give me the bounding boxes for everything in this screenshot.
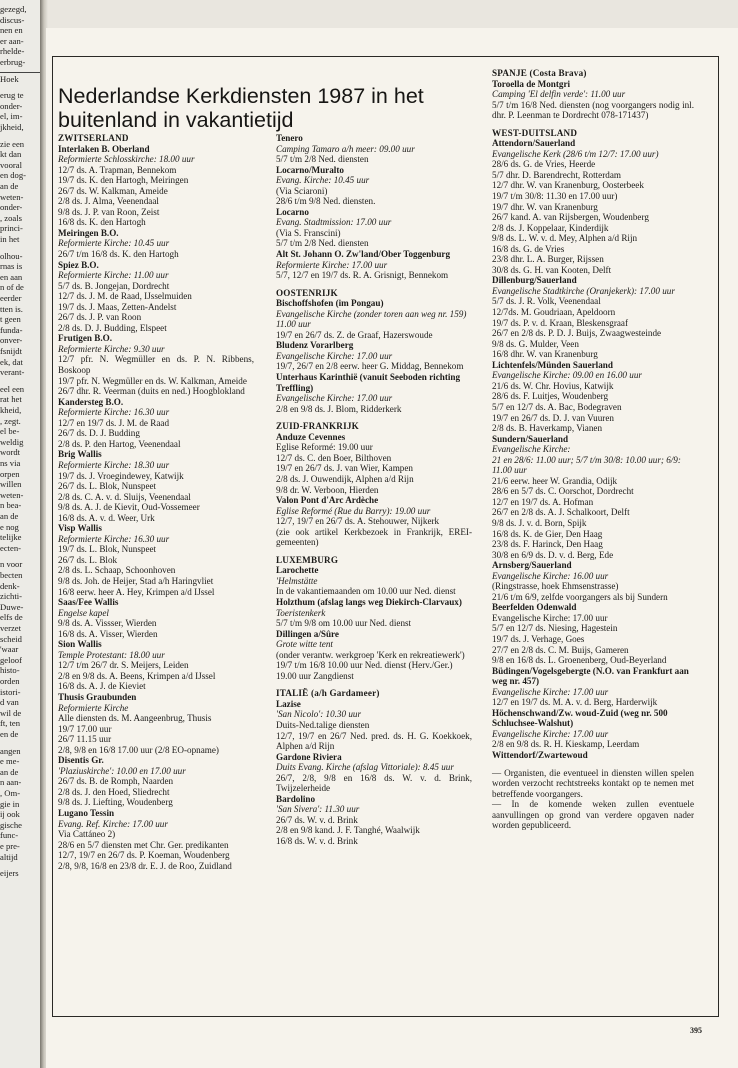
service-line: 2/8 en 9/8 ds. A. Beens, Krimpen a/d IJssel [58,670,216,681]
left-page-text-fragment: nen en [0,25,23,36]
left-page-text-fragment: ij ook [0,809,20,820]
service-line: 28/6 ds. F. Luitjes, Woudenberg [492,391,609,402]
location-heading: Beerfelden Odenwald [492,602,577,613]
service-line: Via Cattáneo 2) [58,829,116,840]
left-page-text-fragment: el be- [0,426,20,437]
service-line: 12/7 en 19/7 ds. A. Hofman [492,496,594,507]
left-page-text-fragment: n aan- [0,777,22,788]
section-gap [492,761,694,768]
church-line: Reformierte Kirche: 9.30 uur [58,343,165,354]
service-line: 5/7 t/m 16/8 Ned. diensten (nog voorgangers nodig inl. dhr. P. Leenman te Dordrecht 078-171437) [492,99,694,121]
service-line: 9/8 ds. J. P. van Roon, Zeist [58,206,160,217]
service-line: 28/6 t/m 9/8 Ned. diensten. [276,196,376,207]
location-heading: Anduze Cevennes [276,431,346,442]
country-heading: WEST-DUITSLAND [492,127,578,138]
service-line: 12/7 ds. A. Trapman, Bennekom [58,164,177,175]
left-page-text-fragment: fsnijdt [0,346,22,356]
location-heading: Bischoffshofen (im Pongau) [276,298,384,309]
service-line: 26/7 ds. L. Blok [58,554,118,565]
location-heading: Dillenburg/Sauerland [492,275,577,286]
service-line: 26/7 dhr. R. Veerman (duits en ned.) Hoogblokland [58,386,245,397]
service-line: 2/8 ds. J. Koppelaar, Kinderdijk [492,222,609,233]
service-line: 26/7, 2/8, 9/8 en 16/8 ds. W. v. d. Brink, Twijzelerheide [276,772,472,794]
service-line: 12/7 ds. C. den Boer, Bilthoven [276,452,392,463]
column-2 [276,133,472,847]
church-line: Evang. Ref. Kirche: 17.00 uur [58,818,168,829]
left-page-text-fragment: istori- [0,686,21,697]
service-line: 5/7 t/m 2/8 Ned. diensten [276,154,369,165]
service-line: 28/6 en 5/7 ds. C. Oorschot, Dordrecht [492,486,634,497]
left-page-text-fragment: altijd [0,851,18,862]
left-page-text-fragment: gische [0,819,22,830]
left-page-text-fragment: eerder [0,293,22,303]
service-line: Evangelische Kirche: 17.00 uur [492,612,608,623]
service-line: 19/7 17.00 uur [58,723,112,734]
service-line: 2/8 ds. J. den Hoed, Sliedrecht [58,786,170,797]
left-page-text-fragment: eel een [0,383,25,394]
left-page-text-fragment: , zegt. [0,415,21,426]
left-page-text-fragment: n voor [0,559,23,570]
location-heading: Visp Wallis [58,523,102,534]
page-number: 395 [690,1026,702,1035]
service-line: 2/8 en 9/8 ds. J. Blom, Ridderkerk [276,403,402,414]
left-page-text-fragment: denk- [0,580,20,591]
service-line: 9/8 ds. Joh. de Heijer, Stad a/h Haringvliet [58,575,214,586]
service-line: 26/7 ds. J. P. van Roon [58,312,142,323]
service-line: 21/6 t/m 6/9, zelfde voorgangers als bij Sundern [492,591,668,602]
service-line: 2/8 ds. D. J. Budding, Elspeet [58,322,167,333]
service-line: 2/8 ds. L. Schaap, Schoonhoven [58,565,176,576]
left-page-text-fragment: elfs de [0,612,23,623]
left-page-text-fragment: kt dan [0,149,22,160]
left-page-text-fragment: Hoek [0,73,19,84]
country-heading: ZUID-FRANKRIJK [276,421,359,432]
location-heading: Interlaken B. Oberland [58,143,150,154]
left-page-text-fragment: verzet [0,623,21,633]
service-line: 19/7 ds. J. Verhage, Goes [492,633,585,644]
church-line: Temple Protestant: 18.00 uur [58,649,165,660]
left-page-text-fragment: rhelde- [0,46,25,57]
section-gap [276,548,472,555]
left-page-text-fragment: wordt [0,447,21,458]
service-line: (Via Sciaroni) [276,185,328,196]
section-gap [276,414,472,421]
service-line: 26/7 11.15 uur [58,734,112,745]
service-line: 12/7ds. M. Goudriaan, Apeldoorn [492,307,616,318]
location-heading: Bludenz Vorarlberg [276,340,354,351]
service-line: 16/8 ds. K. den Hartogh [58,217,146,228]
service-line: 16/8 ds. A. Visser, Wierden [58,628,158,639]
location-heading: Lugano Tessin [58,808,115,818]
church-line: Evangelische Kirche: 09.00 en 16.00 uur [492,370,642,381]
left-page-text-fragment: 'waar [0,644,19,655]
service-line: 26/7 en 2/8 ds. P. D. J. Buijs, Zwaagwesteinde [492,328,662,339]
left-page-text-fragment: angen [0,745,21,756]
service-line: Duits-Ned.talige diensten [276,719,370,730]
location-heading: Locarno [276,206,309,217]
service-line: 19/7 dhr. W. van Kranenburg [492,201,598,212]
location-heading: Dillingen a/Sûre [276,628,339,639]
left-page-rule [0,72,40,73]
service-line: 9/8 ds. A. J. de Kievit, Oud-Vossemeer [58,502,200,513]
location-heading: Attendorn/Sauerland [492,138,576,149]
service-line: 21/6 eerw. heer W. Grandia, Odijk [492,475,618,486]
service-line: 26/7 ds. L. Blok, Nunspeet [58,481,157,492]
left-page-text-fragment: e nog [0,521,19,532]
country-heading: ITALIË (a/h Gardameer) [276,688,380,699]
section-gap [276,281,472,288]
service-line: 16/8 ds. W. v. d. Brink [276,836,358,846]
service-line: 30/8 ds. G. H. van Kooten, Delft [492,264,612,275]
left-page-text-fragment: an de [0,766,19,777]
service-line: 12/7 ds. J. M. de Raad, IJsselmuiden [58,291,192,302]
church-line: 'San Sivera': 11.30 uur [276,804,360,815]
church-line: Evangelische Kirche: 17.00 uur [276,350,393,361]
church-line: 21 en 28/6: 11.00 uur; 5/7 t/m 30/8: 10.00 uur; 6/9: 11.00 uur [492,454,681,476]
location-heading: Frutigen B.O. [58,333,112,344]
church-line: 'Helmstätte [276,575,318,586]
location-heading: Disentis Gr. [58,755,104,766]
column-3 [492,68,694,831]
service-line: 19/7 en 26/7 ds. D. J. van Vuuren [492,412,614,423]
country-heading: ZWITSERLAND [58,133,129,143]
service-line: 19/7, 26/7 en 2/8 eerw. heer G. Middag, Bennekom [276,361,464,372]
church-line: Engelse kapel [58,607,109,618]
service-line: 19/7 t/m 30/8: 11.30 en 17.00 uur) [492,191,618,202]
article-title: Nederlandse Kerkdiensten 1987 in het buitenland in vakantietijd [58,84,424,132]
location-heading: Brig Wallis [58,449,102,460]
left-page-text-fragment: orpen [0,468,20,479]
left-page-text-fragment: orden [0,676,20,686]
service-line: 2/8 ds. C. A. v. d. Sluijs, Veenendaal [58,491,191,502]
service-line: 12/7 t/m 26/7 dr. S. Meijers, Leiden [58,660,189,671]
service-line: 26/7 en 2/8 ds. A. J. Schalkoort, Delft [492,507,630,518]
service-line: 5/7 ds. B. Jongejan, Dordrecht [58,280,170,291]
left-page-text-fragment: erbrug- [0,57,26,67]
church-line: Duits Evang. Kirche (afslag Vittoriale): 8.45 uur [276,762,454,773]
left-page-text-fragment: kheid, [0,405,22,415]
service-line: 28/6 en 5/7 diensten met Chr. Ger. predikanten [58,839,229,850]
left-page-text-fragment: Duwe- [0,601,24,612]
left-page-fragment [0,0,44,1068]
left-page-text-fragment: , Om- [0,788,21,798]
location-heading: Sundern/Sauerland [492,433,569,444]
service-line: 12/7, 19/7 en 26/7 ds. A. Stehouwer, Nijkerk [276,516,440,527]
service-line: 12/7 en 19/7 ds. M. A. v. d. Berg, Harderwijk [492,697,658,708]
service-line: 27/7 en 2/8 ds. C. M. Buijs, Gameren [492,644,629,655]
left-page-text-fragment: onder- [0,202,23,213]
church-line: Evangelische Kirche: 17.00 uur [492,728,609,739]
left-page-text-fragment: rat het [0,394,22,405]
location-heading: Toroella de Montgri [492,78,571,89]
service-line: 26/7 ds. D. J. Budding [58,428,140,439]
left-page-text-fragment: tten is. [0,303,23,314]
service-line: 9/8 ds. G. Mulder, Veen [492,338,579,349]
service-line: 16/8 ds. A. v. d. Weer, Urk [58,512,155,523]
left-page-text-fragment: eijers [0,868,19,879]
service-line: — Organisten, die eventueel in diensten willen spelen worden verzocht rechtstreeks kontakt op te nemen met betreffende voorgangers. [492,767,694,799]
left-page-text-fragment: n bea- [0,500,22,511]
left-page-text-fragment: weten- [0,489,24,500]
service-line: (onder verantw. werkgroep 'Kerk en rekreatiewerk') [276,649,465,660]
service-line: 19.00 uur Zangdienst [276,670,354,681]
left-page-text-fragment: e pre- [0,841,20,851]
left-page-text-fragment: gie in [0,798,20,809]
section-gap [492,121,694,128]
church-line: Reformierte Kirche: 16.30 uur [58,407,170,418]
service-line: 5/7 en 12/7 ds. A. Bac, Bodegraven [492,401,622,412]
church-line: Reformierte Kirche: 16.30 uur [58,533,170,544]
left-page-text-fragment: e me- [0,756,20,767]
service-line: 16/8 dhr. W. van Kranenburg [492,349,598,360]
service-line: 12/7 pfr. N. Wegmüller en ds. P. N. Ribbens, Boskoop [58,354,254,376]
left-page-text-fragment: an de [0,511,19,521]
service-line: 5/7 t/m 2/8 Ned. diensten [276,238,369,249]
left-page-text-fragment: n of de [0,282,24,293]
church-line: Evang. Kirche: 10.45 uur [276,175,370,186]
left-page-text-fragment: erug te [0,90,24,101]
left-page-text-fragment: en dog- [0,170,27,181]
service-line: 23/8 dhr. L. A. Burger, Rijssen [492,254,604,265]
left-page-text-fragment: er aan- [0,35,24,46]
left-page-text-fragment: ns via [0,458,21,468]
location-heading: Unterhaus Karinthië (vanuit Seeboden richting Treffling) [276,372,461,393]
service-line: 19/7 pfr. N. Wegmüller en ds. W. Kalkman, Ameide [58,375,247,386]
service-line: 21/6 ds. W. Chr. Hovius, Katwijk [492,380,614,391]
location-heading: Alt St. Johann O. Zw'land/Ober Toggenburg [276,249,451,260]
left-page-text-fragment: ft, ten [0,718,21,729]
service-line: 19/7 t/m 16/8 10.00 uur Ned. dienst (Herv./Ger.) [276,660,453,671]
left-page-text-fragment: becten [0,570,23,580]
location-heading: Tenero [276,133,303,143]
service-line: 9/8 dr. W. Verboon, Hierden [276,484,379,495]
column-1 [58,133,254,871]
location-heading: Lazise [276,698,301,709]
left-page-text-fragment: onver- [0,335,23,346]
service-line: 23/8 ds. F. Harinck, Den Haag [492,539,603,550]
service-line: 19/7 ds. L. Blok, Nunspeet [58,544,157,555]
left-page-text-fragment: discus- [0,14,25,25]
left-page-text-fragment: scheid [0,633,22,644]
location-heading: Höchenschwand/Zw. woud-Zuid (weg nr. 500 Schluchsee-Walshut) [492,707,668,729]
service-line: 16/8 ds. K. de Gier, Den Haag [492,528,603,539]
service-line: 28/6 ds. G. de Vries, Heerde [492,159,596,170]
section-gap [276,681,472,688]
service-line: 26/7 ds. B. de Romph, Naarden [58,776,174,787]
left-page-text-fragment: verant- [0,367,25,378]
left-page-text-fragment: zichti- [0,591,22,602]
service-line: (zie ook artikel Kerkbezoek in Frankrijk, EREI-gemeenten) [276,526,472,548]
church-line: Reformierte Kirche: 10.45 uur [58,238,170,249]
church-line: 'Plaziuskirche': 10.00 en 17.00 uur [58,765,186,776]
location-heading: Sion Wallis [58,639,102,650]
service-line: 26/7 ds. W. Kalkman, Ameide [58,185,168,196]
left-page-text-fragment: el, im- [0,111,23,122]
left-page-text-fragment: vooral [0,159,22,170]
service-line: 19/7 en 26/7 ds. Z. de Graaf, Hazerswoude [276,329,433,340]
church-line: 'San Nicolo': 10.30 uur [276,709,362,720]
church-line: Reformierte Kirche: 11.00 uur [58,270,169,281]
service-line: 5/7 t/m 9/8 om 10.00 uur Ned. dienst [276,618,412,629]
church-line: Evangelische Stadtkirche (Oranjekerk): 17.00 uur [492,285,675,296]
service-line: 12/7 en 19/7 ds. J. M. de Raad [58,417,170,428]
left-page-text-fragment: weten- [0,191,24,202]
service-line: 12/7, 19/7 en 26/7 Ned. pred. ds. H. G. Koekkoek, Alphen a/d Rijn [276,730,472,752]
left-page-text-fragment: en de [0,729,19,739]
church-line: Camping Tamaro a/h meer: 09.00 uur [276,143,415,154]
service-line: 19/7 en 26/7 ds. J. van Wier, Kampen [276,463,413,474]
service-line: 19/7 ds. P. v. d. Kraan, Bleskensgraaf [492,317,629,328]
location-heading: Valon Pont d'Arc Ardèche [276,495,379,506]
service-line: 2/8, 9/8 en 16/8 17.00 uur (2/8 EO-opname) [58,744,219,755]
location-heading: Kandersteg B.O. [58,396,124,407]
country-heading: OOSTENRIJK [276,287,338,298]
location-heading: Thusis Graubunden [58,691,137,702]
left-page-text-fragment: jkheid, [0,122,24,132]
church-line: Evangelische Kirche: 17.00 uur [276,393,393,404]
church-line: Evangelische Kerk (28/6 t/m 12/7: 17.00 uur) [492,148,659,159]
church-line: Eglise Reformé (Rue du Barry): 19.00 uur [276,505,431,516]
service-line: 5/7 dhr. D. Barendrecht, Rotterdam [492,169,621,180]
left-page-text-fragment: en aan [0,271,23,282]
left-page-text-fragment: d van [0,697,19,708]
church-line: Reformierte Schlosskirche: 18.00 uur [58,154,195,165]
service-line: 9/8 ds. L. W. v. d. Mey, Alphen a/d Rijn [492,233,638,244]
service-line: 9/8 ds. J. Liefting, Woudenberg [58,797,173,808]
service-line: — In de komende weken zullen eventuele aanvullingen op grond van verdere opgaven nader worden gepubliceerd. [492,799,694,831]
left-page-text-fragment: ecten- [0,542,21,553]
service-line: 9/8 ds. A. Vissser, Wierden [58,618,157,629]
service-line: (Via S. Franscini) [276,227,341,238]
location-heading: Büdingen/Vogelsgebergte (N.O. van Frankfurt aan weg nr. 457) [492,665,689,687]
church-line: Reformierte Kirche: 17.00 uur [276,259,388,270]
left-page-text-fragment: gezegd, [0,4,27,14]
service-line: 2/8 ds. J. Alma, Veenendaal [58,196,159,207]
church-line: Evangelische Kirche: 17.00 uur [492,686,609,697]
left-page-text-fragment: an de [0,181,19,191]
service-line: 16/8 ds. A. J. de Kieviet [58,681,146,692]
church-line: Camping 'El delfin verde': 11.00 uur [492,89,626,100]
left-page-text-fragment: onder- [0,100,23,111]
service-line: 16/8 eerw. heer A. Hey, Krimpen a/d IJssel [58,586,215,597]
location-heading: Lichtenfels/Münden Sauerland [492,359,613,370]
left-page-text-fragment: funda- [0,324,23,335]
location-heading: Larochette [276,565,319,576]
service-line: 30/8 en 6/9 ds. D. v. d. Berg, Ede [492,549,614,560]
church-line: Evangelische Kirche: 16.00 uur [492,570,609,581]
church-line: Reformierte Kirche [58,702,129,713]
location-heading: Arnsberg/Sauerland [492,560,572,571]
location-heading: Meiringen B.O. [58,227,119,238]
service-line: 26/7 kand. A. van Rijsbergen, Woudenberg [492,212,649,223]
left-page-text-fragment: weldig [0,436,24,447]
left-page-text-fragment: ek, dat [0,356,23,367]
left-page-text-fragment: wil de [0,707,22,718]
service-line: 12/7 dhr. W. van Kranenburg, Oosterbeek [492,180,644,191]
service-line: 2/8 en 9/8 ds. R. H. Kieskamp, Leerdam [492,739,640,750]
left-page-text-fragment: in het [0,234,20,244]
service-line: 2/8 en 9/8 kand. J. F. Tanghé, Waalwijk [276,825,420,836]
left-page-text-fragment: zie een [0,138,25,149]
location-heading: Holzthum (afslag langs weg Diekirch-Clarvaux) [276,596,462,607]
service-line: 2/8 ds. J. Ouwendijk, Alphen a/d Rijn [276,473,414,484]
service-line: 2/8 ds. B. Haverkamp, Vianen [492,423,603,434]
left-page-text-fragment: geloof [0,654,22,665]
service-line: (Ringstrasse, hoek Ehmsenstrasse) [492,581,619,592]
service-line: 5/7 en 12/7 ds. Niesing, Hagestein [492,623,618,634]
country-heading: LUXEMBURG [276,554,339,565]
location-heading: Spiez B.O. [58,259,99,270]
left-page-text-fragment: , zoals [0,212,22,223]
left-page-text-fragment: t geen [0,314,21,325]
service-line: 19/7 ds. K. den Hartogh, Meiringen [58,175,189,186]
service-line: Eglise Reformé: 19.00 uur [276,442,373,453]
church-line: Grote witte tent [276,639,333,650]
church-line: Evangelische Kirche (zonder toren aan weg nr. 159) 11.00 uur [276,308,467,330]
service-line: 26/7 ds. W. v. d. Brink [276,814,358,825]
church-line: Evangelische Kirche: [492,444,571,455]
left-page-text-fragment: func- [0,830,19,841]
left-page-text-fragment: telijke [0,532,22,543]
location-heading: Saas/Fee Wallis [58,597,119,608]
service-line: Alle diensten ds. M. Aangeenbrug, Thusis [58,713,212,724]
service-line: 2/8, 9/8, 16/8 en 23/8 dr. E. J. de Roo, Zuidland [58,860,232,871]
service-line: 19/7 ds. J. Maas, Zetten-Andelst [58,301,177,312]
service-line: 5/7 ds. J. R. Volk, Veenendaal [492,296,601,307]
country-heading: SPANJE (Costa Brava) [492,68,587,78]
service-line: In de vakantiemaanden om 10.00 uur Ned. dienst [276,586,456,597]
location-heading: Bardolino [276,793,316,804]
left-page-text-fragment: rnas is [0,261,23,272]
church-line: Reformierte Kirche: 18.30 uur [58,459,170,470]
service-line: 26/7 t/m 16/8 ds. K. den Hartogh [58,249,179,260]
location-heading: Wittendorf/Zwartewoud [492,750,588,760]
location-heading: Gardone Riviera [276,751,342,762]
church-line: Toeristenkerk [276,607,326,618]
service-line: 2/8 ds. P. den Hartog, Veenendaal [58,438,181,449]
location-heading: Locarno/Muralto [276,164,344,175]
left-page-text-fragment: histo- [0,665,20,676]
service-line: 5/7, 12/7 en 19/7 ds. R. A. Grisnigt, Bennekom [276,270,449,281]
service-line: 9/8 ds. J. v. d. Born, Spijk [492,517,587,528]
church-line: Evang. Stadtmission: 17.00 uur [276,217,392,228]
left-page-text-fragment: princi- [0,223,23,234]
service-line: 16/8 ds. G. de Vries [492,243,565,254]
left-page-text-fragment: olhou- [0,250,23,261]
service-line: 12/7, 19/7 en 26/7 ds. P. Koeman, Woudenberg [58,850,230,861]
service-line: 9/8 en 16/8 ds. L. Groenenberg, Oud-Beyerland [492,655,667,666]
service-line: 19/7 ds. J. Vroegindewey, Katwijk [58,470,184,481]
left-page-text-fragment: willen [0,479,22,490]
